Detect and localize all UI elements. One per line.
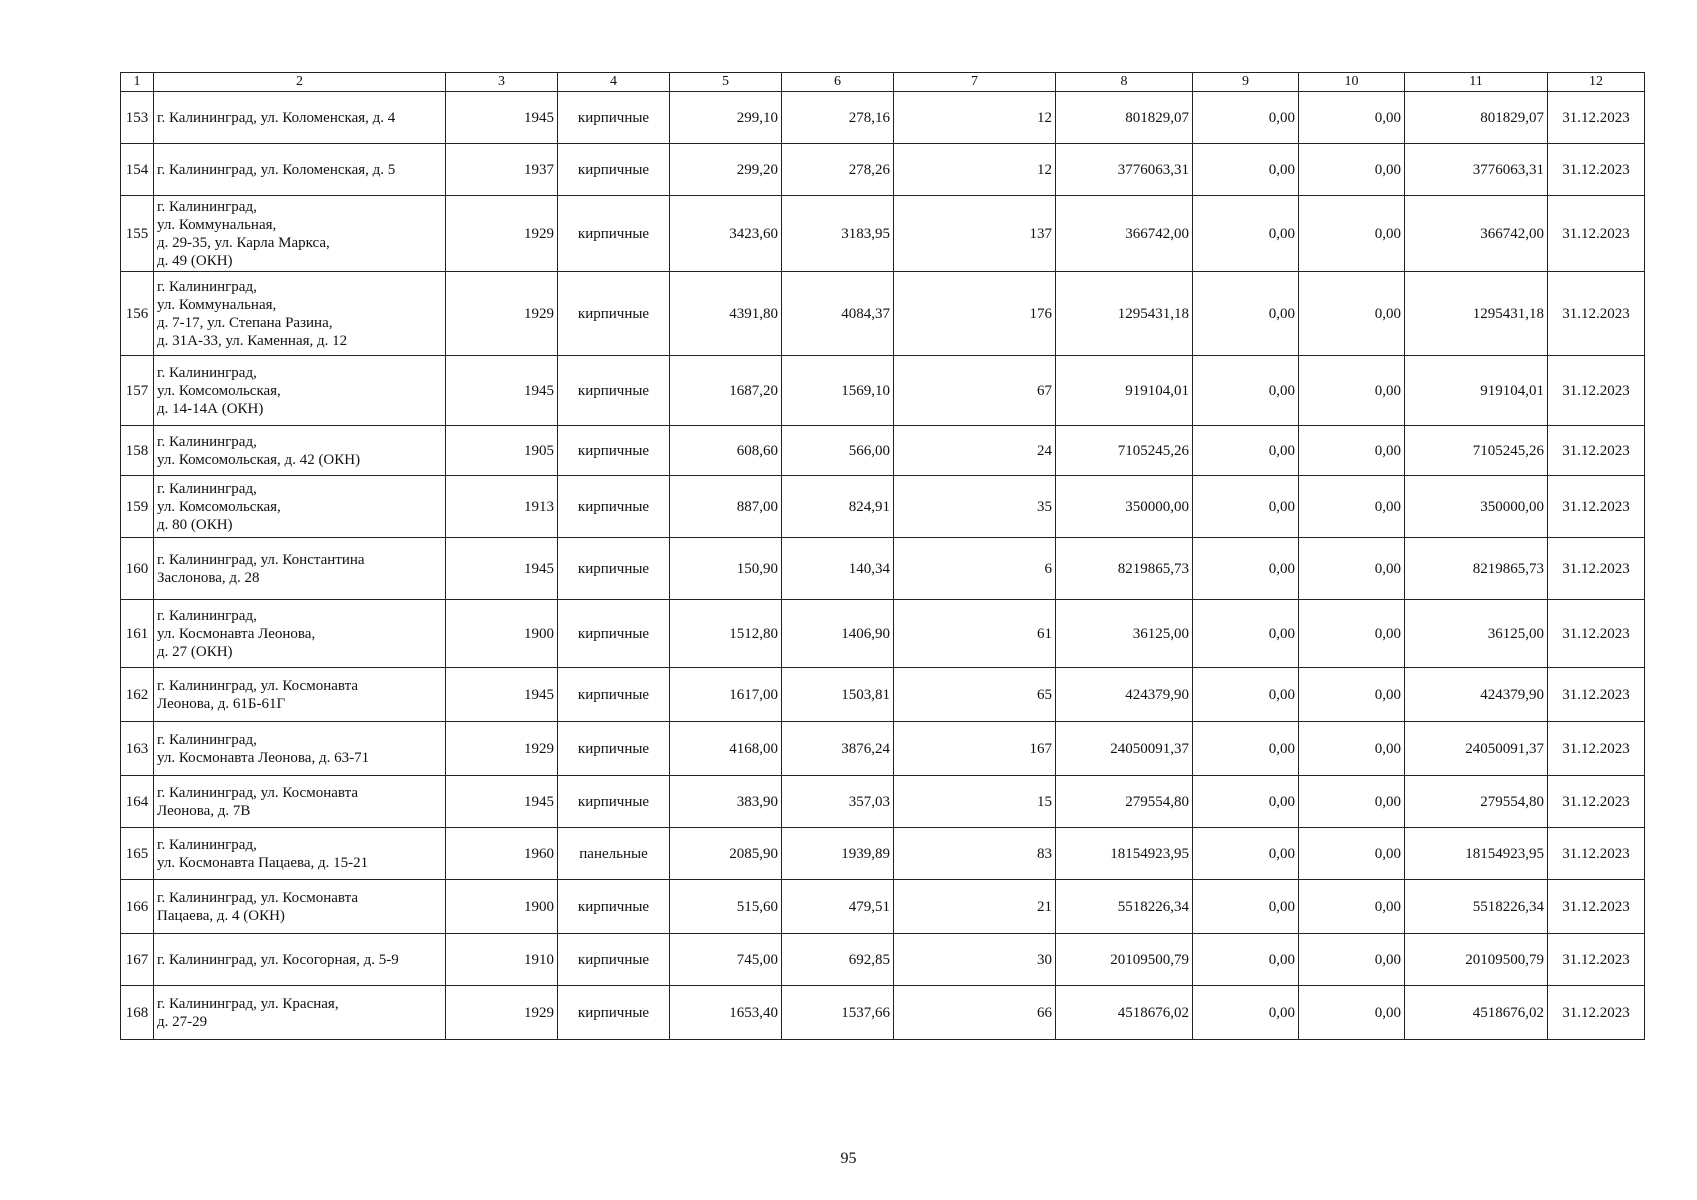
- column-number: 6: [782, 73, 894, 92]
- column-11-cell: 24050091,37: [1405, 722, 1548, 776]
- column-10-cell: 0,00: [1299, 722, 1405, 776]
- total-area-cell: 383,90: [670, 776, 782, 828]
- address-cell: г. Калининград, ул. Комсомольская, д. 80 (ОКН): [154, 476, 446, 538]
- living-area-cell: 1406,90: [782, 600, 894, 668]
- column-number: 9: [1193, 73, 1299, 92]
- total-area-cell: 1687,20: [670, 356, 782, 426]
- total-cost-cell: 5518226,34: [1056, 880, 1193, 934]
- total-cost-cell: 919104,01: [1056, 356, 1193, 426]
- wall-material-cell: кирпичные: [558, 722, 670, 776]
- row-number: 158: [121, 426, 154, 476]
- total-cost-cell: 366742,00: [1056, 196, 1193, 272]
- total-area-cell: 299,10: [670, 92, 782, 144]
- residents-cell: 66: [894, 986, 1056, 1040]
- column-9-cell: 0,00: [1193, 776, 1299, 828]
- wall-material-cell: кирпичные: [558, 356, 670, 426]
- living-area-cell: 278,26: [782, 144, 894, 196]
- table-row: [121, 356, 1645, 426]
- year-built-cell: 1945: [446, 356, 558, 426]
- wall-material-cell: кирпичные: [558, 880, 670, 934]
- column-11-cell: 36125,00: [1405, 600, 1548, 668]
- deadline-date-cell: 31.12.2023: [1548, 880, 1645, 934]
- column-number: 1: [121, 73, 154, 92]
- column-number: 5: [670, 73, 782, 92]
- year-built-cell: 1905: [446, 426, 558, 476]
- wall-material-cell: кирпичные: [558, 934, 670, 986]
- table-row: [121, 722, 1645, 776]
- document-sheet: [120, 72, 1645, 1040]
- year-built-cell: 1937: [446, 144, 558, 196]
- column-11-cell: 350000,00: [1405, 476, 1548, 538]
- wall-material-cell: кирпичные: [558, 986, 670, 1040]
- table-row: [121, 538, 1645, 600]
- column-10-cell: 0,00: [1299, 828, 1405, 880]
- row-number: 153: [121, 92, 154, 144]
- wall-material-cell: кирпичные: [558, 668, 670, 722]
- residents-cell: 6: [894, 538, 1056, 600]
- total-area-cell: 1512,80: [670, 600, 782, 668]
- total-area-cell: 299,20: [670, 144, 782, 196]
- column-11-cell: 366742,00: [1405, 196, 1548, 272]
- residents-cell: 67: [894, 356, 1056, 426]
- column-11-cell: 1295431,18: [1405, 272, 1548, 356]
- column-9-cell: 0,00: [1193, 986, 1299, 1040]
- deadline-date-cell: 31.12.2023: [1548, 986, 1645, 1040]
- deadline-date-cell: 31.12.2023: [1548, 934, 1645, 986]
- wall-material-cell: кирпичные: [558, 92, 670, 144]
- total-cost-cell: 279554,80: [1056, 776, 1193, 828]
- row-number: 155: [121, 196, 154, 272]
- column-10-cell: 0,00: [1299, 600, 1405, 668]
- address-cell: г. Калининград, ул. Косогорная, д. 5-9: [154, 934, 446, 986]
- total-cost-cell: 3776063,31: [1056, 144, 1193, 196]
- row-number: 163: [121, 722, 154, 776]
- column-10-cell: 0,00: [1299, 356, 1405, 426]
- address-cell: г. Калининград, ул. Космонавта Леонова, д. 63-71: [154, 722, 446, 776]
- row-number: 157: [121, 356, 154, 426]
- year-built-cell: 1945: [446, 538, 558, 600]
- year-built-cell: 1945: [446, 776, 558, 828]
- column-11-cell: 801829,07: [1405, 92, 1548, 144]
- column-11-cell: 424379,90: [1405, 668, 1548, 722]
- column-number-row: [121, 73, 1645, 92]
- deadline-date-cell: 31.12.2023: [1548, 776, 1645, 828]
- living-area-cell: 824,91: [782, 476, 894, 538]
- wall-material-cell: кирпичные: [558, 600, 670, 668]
- address-cell: г. Калининград, ул. Константина Заслонова, д. 28: [154, 538, 446, 600]
- deadline-date-cell: 31.12.2023: [1548, 272, 1645, 356]
- residents-cell: 15: [894, 776, 1056, 828]
- housing-register-table: [120, 72, 1645, 1040]
- table-row: [121, 144, 1645, 196]
- deadline-date-cell: 31.12.2023: [1548, 722, 1645, 776]
- address-cell: г. Калининград, ул. Комсомольская, д. 14-14А (ОКН): [154, 356, 446, 426]
- table-row: [121, 196, 1645, 272]
- table-row: [121, 476, 1645, 538]
- address-cell: г. Калининград, ул. Коломенская, д. 5: [154, 144, 446, 196]
- address-cell: г. Калининград, ул. Красная, д. 27-29: [154, 986, 446, 1040]
- wall-material-cell: кирпичные: [558, 196, 670, 272]
- total-cost-cell: 1295431,18: [1056, 272, 1193, 356]
- column-11-cell: 5518226,34: [1405, 880, 1548, 934]
- column-9-cell: 0,00: [1193, 934, 1299, 986]
- residents-cell: 176: [894, 272, 1056, 356]
- year-built-cell: 1929: [446, 196, 558, 272]
- row-number: 164: [121, 776, 154, 828]
- address-cell: г. Калининград, ул. Комсомольская, д. 42 (ОКН): [154, 426, 446, 476]
- address-cell: г. Калининград, ул. Космонавта Пацаева, д. 15-21: [154, 828, 446, 880]
- table-row: [121, 934, 1645, 986]
- column-number: 12: [1548, 73, 1645, 92]
- deadline-date-cell: 31.12.2023: [1548, 828, 1645, 880]
- column-9-cell: 0,00: [1193, 476, 1299, 538]
- living-area-cell: 140,34: [782, 538, 894, 600]
- column-10-cell: 0,00: [1299, 538, 1405, 600]
- living-area-cell: 3183,95: [782, 196, 894, 272]
- total-area-cell: 4391,80: [670, 272, 782, 356]
- total-area-cell: 2085,90: [670, 828, 782, 880]
- total-cost-cell: 7105245,26: [1056, 426, 1193, 476]
- column-10-cell: 0,00: [1299, 272, 1405, 356]
- column-11-cell: 279554,80: [1405, 776, 1548, 828]
- deadline-date-cell: 31.12.2023: [1548, 600, 1645, 668]
- year-built-cell: 1945: [446, 668, 558, 722]
- column-10-cell: 0,00: [1299, 776, 1405, 828]
- column-11-cell: 8219865,73: [1405, 538, 1548, 600]
- residents-cell: 12: [894, 92, 1056, 144]
- total-area-cell: 515,60: [670, 880, 782, 934]
- living-area-cell: 479,51: [782, 880, 894, 934]
- residents-cell: 12: [894, 144, 1056, 196]
- table-row: [121, 668, 1645, 722]
- living-area-cell: 357,03: [782, 776, 894, 828]
- residents-cell: 30: [894, 934, 1056, 986]
- total-cost-cell: 8219865,73: [1056, 538, 1193, 600]
- living-area-cell: 4084,37: [782, 272, 894, 356]
- living-area-cell: 1569,10: [782, 356, 894, 426]
- residents-cell: 65: [894, 668, 1056, 722]
- table-row: [121, 92, 1645, 144]
- column-9-cell: 0,00: [1193, 722, 1299, 776]
- column-9-cell: 0,00: [1193, 538, 1299, 600]
- table-row: [121, 986, 1645, 1040]
- column-number: 3: [446, 73, 558, 92]
- row-number: 159: [121, 476, 154, 538]
- column-9-cell: 0,00: [1193, 272, 1299, 356]
- page-number: 95: [840, 1150, 857, 1167]
- deadline-date-cell: 31.12.2023: [1548, 356, 1645, 426]
- column-number: 4: [558, 73, 670, 92]
- total-area-cell: 887,00: [670, 476, 782, 538]
- year-built-cell: 1960: [446, 828, 558, 880]
- deadline-date-cell: 31.12.2023: [1548, 538, 1645, 600]
- column-number: 10: [1299, 73, 1405, 92]
- year-built-cell: 1900: [446, 880, 558, 934]
- address-cell: г. Калининград, ул. Космонавта Леонова, д. 27 (ОКН): [154, 600, 446, 668]
- total-cost-cell: 424379,90: [1056, 668, 1193, 722]
- column-number: 8: [1056, 73, 1193, 92]
- living-area-cell: 3876,24: [782, 722, 894, 776]
- wall-material-cell: кирпичные: [558, 776, 670, 828]
- total-area-cell: 1617,00: [670, 668, 782, 722]
- column-11-cell: 20109500,79: [1405, 934, 1548, 986]
- total-area-cell: 1653,40: [670, 986, 782, 1040]
- total-cost-cell: 24050091,37: [1056, 722, 1193, 776]
- column-9-cell: 0,00: [1193, 668, 1299, 722]
- row-number: 162: [121, 668, 154, 722]
- column-9-cell: 0,00: [1193, 196, 1299, 272]
- living-area-cell: 566,00: [782, 426, 894, 476]
- residents-cell: 61: [894, 600, 1056, 668]
- column-9-cell: 0,00: [1193, 144, 1299, 196]
- total-area-cell: 150,90: [670, 538, 782, 600]
- year-built-cell: 1929: [446, 272, 558, 356]
- table-row: [121, 272, 1645, 356]
- residents-cell: 24: [894, 426, 1056, 476]
- address-cell: г. Калининград, ул. Космонавта Пацаева, д. 4 (ОКН): [154, 880, 446, 934]
- column-10-cell: 0,00: [1299, 196, 1405, 272]
- column-9-cell: 0,00: [1193, 92, 1299, 144]
- total-area-cell: 745,00: [670, 934, 782, 986]
- column-11-cell: 18154923,95: [1405, 828, 1548, 880]
- wall-material-cell: кирпичные: [558, 272, 670, 356]
- deadline-date-cell: 31.12.2023: [1548, 92, 1645, 144]
- column-number: 7: [894, 73, 1056, 92]
- total-cost-cell: 18154923,95: [1056, 828, 1193, 880]
- wall-material-cell: кирпичные: [558, 144, 670, 196]
- column-11-cell: 4518676,02: [1405, 986, 1548, 1040]
- address-cell: г. Калининград, ул. Коломенская, д. 4: [154, 92, 446, 144]
- total-cost-cell: 20109500,79: [1056, 934, 1193, 986]
- column-10-cell: 0,00: [1299, 92, 1405, 144]
- column-10-cell: 0,00: [1299, 986, 1405, 1040]
- column-9-cell: 0,00: [1193, 356, 1299, 426]
- year-built-cell: 1900: [446, 600, 558, 668]
- column-9-cell: 0,00: [1193, 600, 1299, 668]
- column-10-cell: 0,00: [1299, 880, 1405, 934]
- row-number: 165: [121, 828, 154, 880]
- deadline-date-cell: 31.12.2023: [1548, 196, 1645, 272]
- wall-material-cell: кирпичные: [558, 538, 670, 600]
- deadline-date-cell: 31.12.2023: [1548, 476, 1645, 538]
- column-11-cell: 3776063,31: [1405, 144, 1548, 196]
- wall-material-cell: панельные: [558, 828, 670, 880]
- total-area-cell: 4168,00: [670, 722, 782, 776]
- row-number: 156: [121, 272, 154, 356]
- address-cell: г. Калининград, ул. Космонавта Леонова, д. 7В: [154, 776, 446, 828]
- total-area-cell: 608,60: [670, 426, 782, 476]
- column-11-cell: 7105245,26: [1405, 426, 1548, 476]
- residents-cell: 21: [894, 880, 1056, 934]
- living-area-cell: 1537,66: [782, 986, 894, 1040]
- column-10-cell: 0,00: [1299, 668, 1405, 722]
- living-area-cell: 692,85: [782, 934, 894, 986]
- address-cell: г. Калининград, ул. Коммунальная, д. 7-17, ул. Степана Разина, д. 31А-33, ул. Каменная, д. 12: [154, 272, 446, 356]
- table-row: [121, 776, 1645, 828]
- column-9-cell: 0,00: [1193, 880, 1299, 934]
- table-row: [121, 828, 1645, 880]
- table-row: [121, 880, 1645, 934]
- total-area-cell: 3423,60: [670, 196, 782, 272]
- residents-cell: 137: [894, 196, 1056, 272]
- living-area-cell: 278,16: [782, 92, 894, 144]
- residents-cell: 83: [894, 828, 1056, 880]
- total-cost-cell: 350000,00: [1056, 476, 1193, 538]
- year-built-cell: 1929: [446, 722, 558, 776]
- total-cost-cell: 801829,07: [1056, 92, 1193, 144]
- deadline-date-cell: 31.12.2023: [1548, 668, 1645, 722]
- column-10-cell: 0,00: [1299, 934, 1405, 986]
- table-body: [121, 73, 1645, 1040]
- column-9-cell: 0,00: [1193, 828, 1299, 880]
- total-cost-cell: 4518676,02: [1056, 986, 1193, 1040]
- year-built-cell: 1913: [446, 476, 558, 538]
- wall-material-cell: кирпичные: [558, 476, 670, 538]
- year-built-cell: 1929: [446, 986, 558, 1040]
- column-number: 11: [1405, 73, 1548, 92]
- wall-material-cell: кирпичные: [558, 426, 670, 476]
- column-10-cell: 0,00: [1299, 144, 1405, 196]
- deadline-date-cell: 31.12.2023: [1548, 144, 1645, 196]
- row-number: 154: [121, 144, 154, 196]
- row-number: 160: [121, 538, 154, 600]
- year-built-cell: 1945: [446, 92, 558, 144]
- living-area-cell: 1503,81: [782, 668, 894, 722]
- address-cell: г. Калининград, ул. Космонавта Леонова, д. 61Б-61Г: [154, 668, 446, 722]
- column-10-cell: 0,00: [1299, 476, 1405, 538]
- total-cost-cell: 36125,00: [1056, 600, 1193, 668]
- address-cell: г. Калининград, ул. Коммунальная, д. 29-35, ул. Карла Маркса, д. 49 (ОКН): [154, 196, 446, 272]
- row-number: 168: [121, 986, 154, 1040]
- table-row: [121, 600, 1645, 668]
- year-built-cell: 1910: [446, 934, 558, 986]
- table-row: [121, 426, 1645, 476]
- row-number: 167: [121, 934, 154, 986]
- residents-cell: 35: [894, 476, 1056, 538]
- residents-cell: 167: [894, 722, 1056, 776]
- column-11-cell: 919104,01: [1405, 356, 1548, 426]
- deadline-date-cell: 31.12.2023: [1548, 426, 1645, 476]
- column-10-cell: 0,00: [1299, 426, 1405, 476]
- column-number: 2: [154, 73, 446, 92]
- row-number: 166: [121, 880, 154, 934]
- column-9-cell: 0,00: [1193, 426, 1299, 476]
- living-area-cell: 1939,89: [782, 828, 894, 880]
- row-number: 161: [121, 600, 154, 668]
